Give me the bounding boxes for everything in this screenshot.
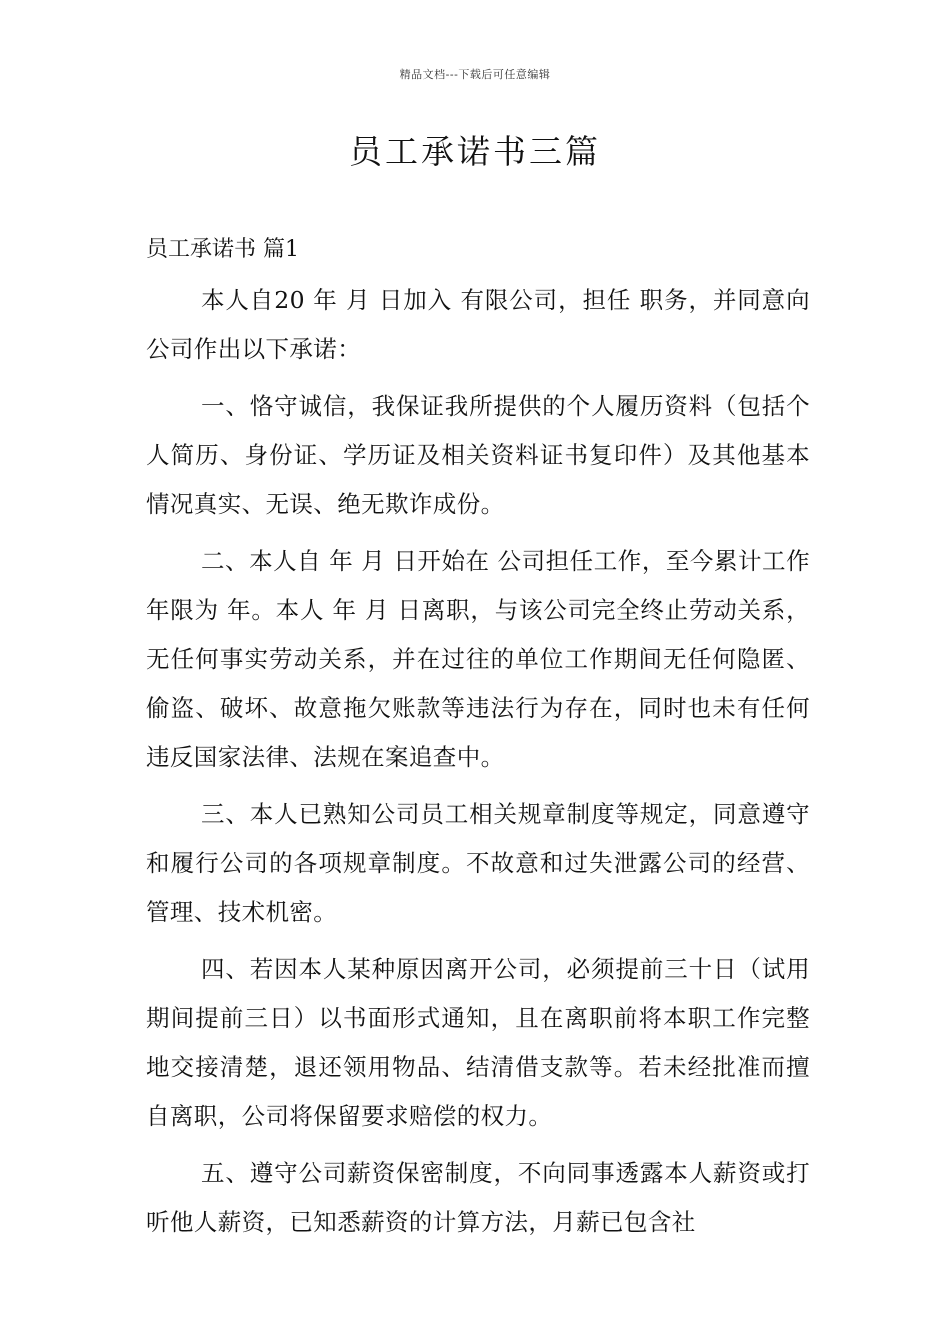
paragraph-intro: 本人自20 年 月 日加入 有限公司，担任 职务，并同意向公司作出以下承诺： bbox=[146, 286, 810, 363]
paragraph-clause-1: 一、恪守诚信，我保证我所提供的个人履历资料（包括个人简历、身份证、学历证及相关资料证书复印件）及其他基本情况真实、无误、绝无欺诈成份。 bbox=[146, 392, 810, 518]
document-title: 员工承诺书三篇 bbox=[349, 132, 601, 171]
section-title: 员工承诺书 篇1 bbox=[146, 237, 299, 262]
paragraph-clause-2: 二、本人自 年 月 日开始在 公司担任工作，至今累计工作年限为 年。本人 年 月 日离职，与该公司完全终止劳动关系，无任何事实劳动关系，并在过往的单位工作期间无任何隐匿、偷盗、破坏、故意拖欠账款等违法行为存在，同时也未有任何违反国家法律、法规在案追查中。 bbox=[146, 547, 810, 771]
paragraph-clause-4: 四、若因本人某种原因离开公司，必须提前三十日（试用期间提前三日）以书面形式通知，且在离职前将本职工作完整地交接清楚，退还领用物品、结清借支款等。若未经批准而擅自离职，公司将保留要求赔偿的权力。 bbox=[146, 955, 810, 1130]
document-body bbox=[146, 276, 810, 1247]
paragraph-clause-3: 三、本人已熟知公司员工相关规章制度等规定，同意遵守和履行公司的各项规章制度。不故意和过失泄露公司的经营、管理、技术机密。 bbox=[146, 800, 810, 926]
document-header-note: 精品文档---下载后可任意编辑 bbox=[399, 68, 551, 81]
paragraph-clause-5: 五、遵守公司薪资保密制度，不向同事透露本人薪资或打听他人薪资，已知悉薪资的计算方法，月薪已包含社 bbox=[146, 1159, 810, 1236]
